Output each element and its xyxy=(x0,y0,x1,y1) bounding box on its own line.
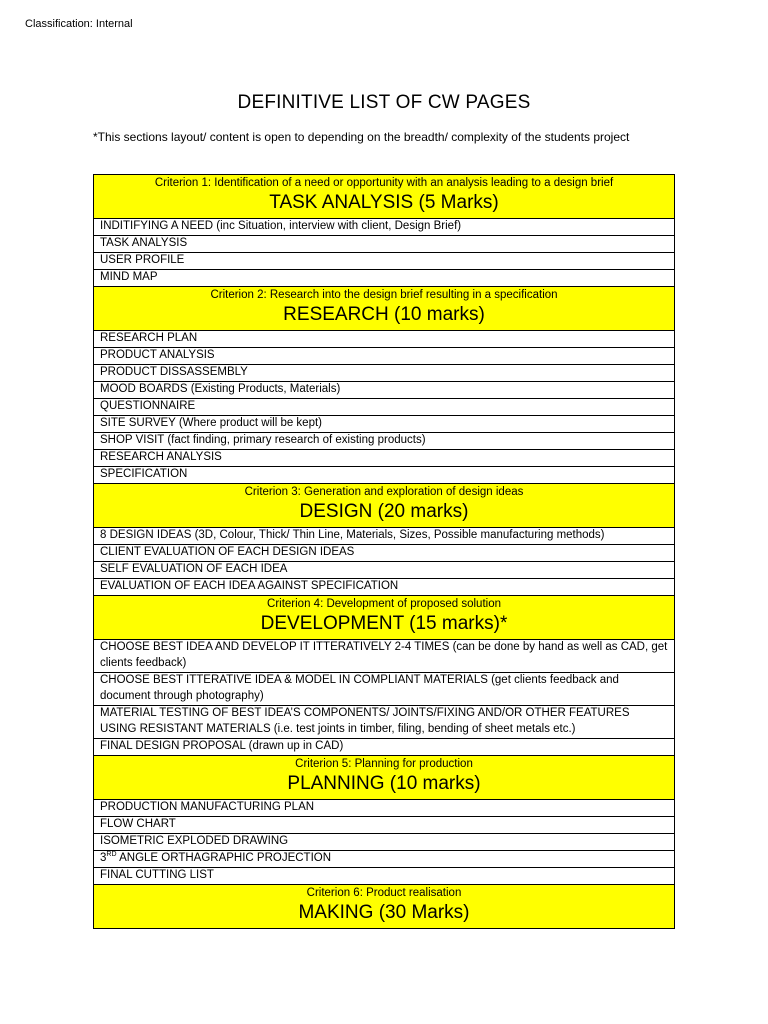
section-heading: MAKING (30 Marks) xyxy=(298,902,470,923)
table-row xyxy=(94,640,675,673)
criterion-label: Criterion 4: Development of proposed solution xyxy=(267,598,501,610)
section-heading: RESEARCH (10 marks) xyxy=(283,304,485,325)
list-item: MIND MAP xyxy=(94,270,675,287)
list-item: 3RD ANGLE ORTHAGRAPHIC PROJECTION xyxy=(94,851,675,868)
table-row xyxy=(94,579,675,596)
table-row xyxy=(94,382,675,399)
table-row xyxy=(94,467,675,484)
list-item: SELF EVALUATION OF EACH IDEA xyxy=(94,562,675,579)
list-item: PRODUCT DISSASSEMBLY xyxy=(94,365,675,382)
section-heading: DEVELOPMENT (15 marks)* xyxy=(260,613,508,634)
list-item: MATERIAL TESTING OF BEST IDEA’S COMPONENTS/ JOINTS/FIXING AND/OR OTHER FEATURES USING RESISTANT MATERIALS (i.e. test joints in timber, filing, bending of sheet metals etc.) xyxy=(94,706,675,739)
table-row xyxy=(94,433,675,450)
list-item: CHOOSE BEST IDEA AND DEVELOP IT ITTERATIVELY 2-4 TIMES (can be done by hand as well as CAD, get clients feedback) xyxy=(94,640,675,673)
table-row xyxy=(94,253,675,270)
table-row xyxy=(94,348,675,365)
list-item: FINAL CUTTING LIST xyxy=(94,868,675,885)
list-item: SHOP VISIT (fact finding, primary research of existing products) xyxy=(94,433,675,450)
section-heading: PLANNING (10 marks) xyxy=(287,773,481,794)
section-heading: TASK ANALYSIS (5 Marks) xyxy=(269,192,499,213)
table-row xyxy=(94,236,675,253)
list-item: FINAL DESIGN PROPOSAL (drawn up in CAD) xyxy=(94,739,675,756)
criterion-label: Criterion 3: Generation and exploration of design ideas xyxy=(244,486,524,498)
table-row xyxy=(94,545,675,562)
list-item: CLIENT EVALUATION OF EACH DESIGN IDEAS xyxy=(94,545,675,562)
table-row xyxy=(94,270,675,287)
list-item: FLOW CHART xyxy=(94,817,675,834)
list-item: CHOOSE BEST ITTERATIVE IDEA & MODEL IN COMPLIANT MATERIALS (get clients feedback and document through photography) xyxy=(94,673,675,706)
table-row xyxy=(94,706,675,739)
table-row xyxy=(94,834,675,851)
section-header-row xyxy=(94,175,675,219)
table-row xyxy=(94,416,675,433)
section-header-row xyxy=(94,287,675,331)
section-header-row xyxy=(94,596,675,640)
table-row xyxy=(94,851,675,868)
criterion-label: Criterion 1: Identification of a need or opportunity with an analysis leading to a design brief xyxy=(154,177,614,189)
classification-label: Classification: Internal xyxy=(25,18,133,30)
list-item: SPECIFICATION xyxy=(94,467,675,484)
table-row xyxy=(94,365,675,382)
list-item: RESEARCH ANALYSIS xyxy=(94,450,675,467)
section-header-research xyxy=(94,287,675,331)
section-header-task-analysis xyxy=(94,175,675,219)
list-item: QUESTIONNAIRE xyxy=(94,399,675,416)
criterion-label: Criterion 5: Planning for production xyxy=(295,758,473,770)
intro-note: *This sections layout/ content is open to depending on the breadth/ complexity of the students project xyxy=(93,130,630,144)
criterion-label: Criterion 6: Product realisation xyxy=(306,887,462,899)
list-item: ISOMETRIC EXPLODED DRAWING xyxy=(94,834,675,851)
list-item: USER PROFILE xyxy=(94,253,675,270)
section-header-development xyxy=(94,596,675,640)
list-item: SITE SURVEY (Where product will be kept) xyxy=(94,416,675,433)
section-header-design xyxy=(94,484,675,528)
section-header-making xyxy=(94,885,675,929)
list-item: RESEARCH PLAN xyxy=(94,331,675,348)
cw-pages-table xyxy=(93,174,675,929)
list-item: MOOD BOARDS (Existing Products, Materials) xyxy=(94,382,675,399)
table-row xyxy=(94,817,675,834)
section-header-planning xyxy=(94,756,675,800)
table-row xyxy=(94,673,675,706)
list-item: PRODUCT ANALYSIS xyxy=(94,348,675,365)
list-item: 8 DESIGN IDEAS (3D, Colour, Thick/ Thin Line, Materials, Sizes, Possible manufacturing methods) xyxy=(94,528,675,545)
table-row xyxy=(94,868,675,885)
table-row xyxy=(94,399,675,416)
table-row xyxy=(94,739,675,756)
document-title: DEFINITIVE LIST OF CW PAGES xyxy=(237,92,531,113)
section-heading: DESIGN (20 marks) xyxy=(299,501,469,522)
section-header-row xyxy=(94,756,675,800)
table-row xyxy=(94,450,675,467)
table-row xyxy=(94,562,675,579)
list-item: TASK ANALYSIS xyxy=(94,236,675,253)
table-row xyxy=(94,219,675,236)
table-row xyxy=(94,331,675,348)
section-header-row xyxy=(94,484,675,528)
section-header-row xyxy=(94,885,675,929)
list-item: PRODUCTION MANUFACTURING PLAN xyxy=(94,800,675,817)
table-row xyxy=(94,800,675,817)
list-item: EVALUATION OF EACH IDEA AGAINST SPECIFICATION xyxy=(94,579,675,596)
criterion-label: Criterion 2: Research into the design brief resulting in a specification xyxy=(210,289,558,301)
table-row xyxy=(94,528,675,545)
list-item: INDITIFYING A NEED (inc Situation, interview with client, Design Brief) xyxy=(94,219,675,236)
